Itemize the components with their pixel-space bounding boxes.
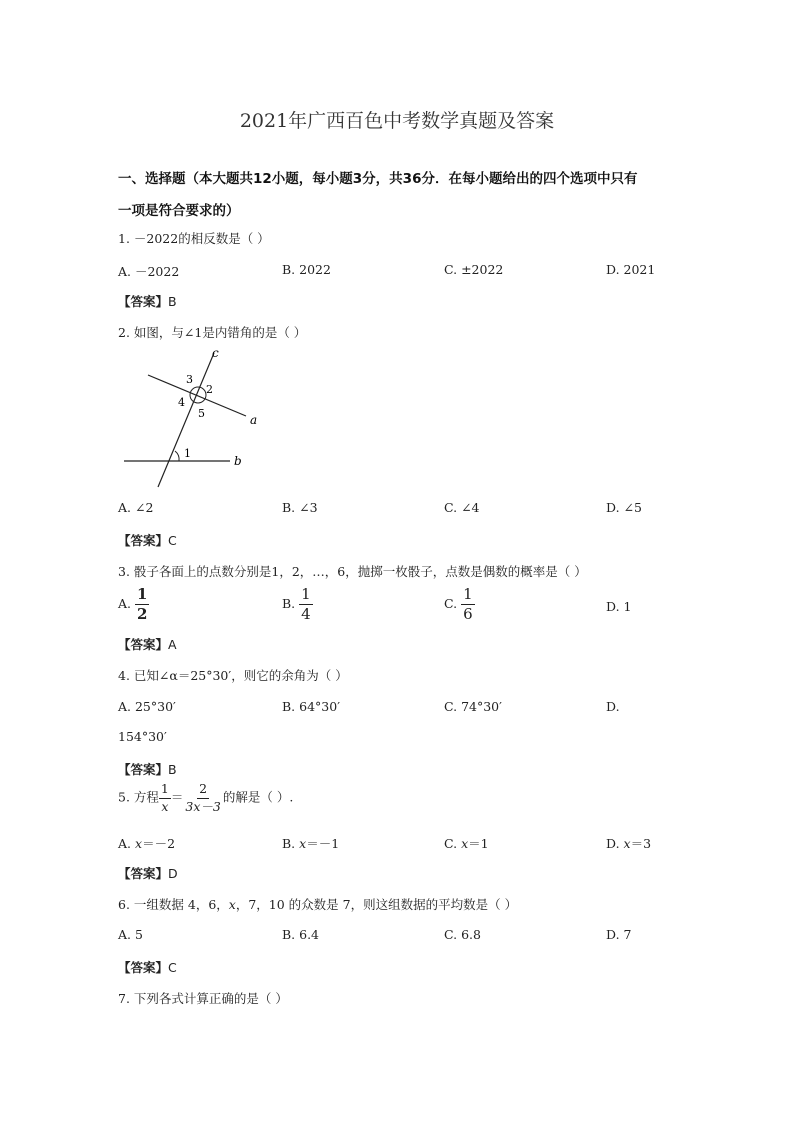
answer-label: 【答案】 [118, 762, 169, 777]
fraction-lhs [159, 783, 171, 813]
question-1-option-b: B. 2022 [282, 262, 331, 277]
numerator: 2 [197, 783, 209, 799]
question-2-option-a: A. ∠2 [118, 500, 154, 515]
variable: x [623, 836, 631, 851]
answer-label: 【答案】 [118, 866, 169, 881]
stem-tail: 的解是（ ）. [222, 789, 294, 805]
page-title: 2021年广西百色中考数学真题及答案 [239, 110, 555, 132]
option-label: C. [444, 596, 458, 611]
denominator: 2 [137, 605, 148, 623]
line-a [148, 375, 246, 416]
question-4-option-d-value: 154°30′ [118, 729, 167, 744]
question-3-option-a [118, 587, 149, 622]
question-5-stem [118, 783, 293, 813]
denominator: 3x－3 [185, 798, 221, 814]
option-label: B. [282, 596, 296, 611]
question-1-option-c: C. ±2022 [444, 262, 504, 277]
option-label: A. [118, 836, 132, 851]
section-heading-line1: 一、选择题（本大题共12小题，每小题3分，共36分．在每小题给出的四个选项中只有 [118, 171, 638, 187]
stem-part: 6. 一组数据 4，6， [118, 897, 229, 912]
question-7-stem: 7. 下列各式计算正确的是（ ） [118, 991, 288, 1006]
question-4-option-b: B. 64°30′ [282, 699, 341, 714]
fraction [135, 587, 149, 622]
label-a: a [250, 413, 258, 427]
question-4-option-d: D. [606, 699, 620, 714]
answer-value: B [168, 762, 177, 777]
question-5-option-c [444, 834, 489, 852]
section-heading-line2: 一项是符合要求的） [118, 203, 240, 219]
question-6-option-b: B. 6.4 [282, 927, 320, 942]
question-1-stem: 1. －2022的相反数是（ ） [118, 231, 270, 246]
fraction [461, 587, 475, 622]
variable: x [461, 836, 469, 851]
numerator: 1 [159, 783, 171, 799]
question-5-option-b [282, 834, 339, 852]
denominator: x [161, 798, 169, 814]
question-1-answer [118, 292, 177, 310]
label-c: c [212, 346, 219, 360]
option-value: ＝3 [630, 836, 652, 851]
numerator: 1 [301, 585, 311, 603]
question-2-option-b: B. ∠3 [282, 500, 318, 515]
question-3-answer [118, 635, 177, 653]
question-6-stem [118, 895, 517, 913]
option-value: ＝1 [468, 836, 489, 851]
answer-label: 【答案】 [118, 533, 169, 548]
answer-value: C [168, 533, 177, 548]
option-value: ＝－2 [142, 836, 176, 851]
stem-part: ，7，10 的众数是 7，则这组数据的平均数是（ ） [235, 897, 518, 912]
variable: x [228, 897, 236, 912]
question-6-answer [118, 958, 177, 976]
question-1-option-a: A. －2022 [118, 264, 180, 279]
variable: x [135, 836, 143, 851]
question-2-option-d: D. ∠5 [606, 500, 642, 515]
fraction-rhs [183, 783, 222, 813]
angle-1-arc [175, 451, 179, 461]
question-4-stem: 4. 已知∠α＝25°30′，则它的余角为（ ） [118, 668, 348, 683]
answer-label: 【答案】 [118, 637, 169, 652]
question-1-option-d: D. 2021 [606, 262, 656, 277]
label-angle-5: 5 [198, 407, 205, 420]
question-5-answer [118, 864, 178, 882]
variable: x [299, 836, 307, 851]
fraction [299, 587, 313, 622]
stem-label: 5. 方程 [118, 789, 159, 805]
question-4-option-c: C. 74°30′ [444, 699, 502, 714]
question-5-option-d [606, 834, 651, 852]
question-5-option-a [118, 834, 175, 852]
answer-value: B [168, 294, 177, 309]
label-angle-2: 2 [206, 383, 213, 396]
question-2-answer [118, 531, 177, 549]
question-3-stem: 3. 骰子各面上的点数分别是1，2，…，6，抛掷一枚骰子，点数是偶数的概率是（ ） [118, 564, 587, 579]
question-6-option-a: A. 5 [118, 927, 143, 942]
question-6-option-d: D. 7 [606, 927, 632, 942]
denominator: 4 [301, 605, 311, 623]
question-3-option-b [282, 587, 313, 622]
option-value: ＝－1 [306, 836, 340, 851]
question-3-option-d: D. 1 [606, 599, 632, 614]
option-label: B. [282, 836, 296, 851]
label-angle-1: 1 [184, 447, 191, 460]
answer-value: C [168, 960, 177, 975]
numerator: 1 [137, 585, 148, 603]
question-4-answer [118, 760, 177, 778]
label-b: b [234, 454, 242, 468]
option-label: C. [444, 836, 458, 851]
answer-value: D [168, 866, 178, 881]
answer-value: A [168, 637, 177, 652]
label-angle-4: 4 [178, 396, 185, 409]
label-angle-3: 3 [186, 373, 193, 386]
denominator: 6 [463, 605, 473, 623]
numerator: 1 [463, 585, 473, 603]
option-label: D. [606, 836, 620, 851]
question-3-option-c [444, 587, 475, 622]
option-label: A. [118, 596, 132, 611]
question-6-option-c: C. 6.8 [444, 927, 481, 942]
question-2-figure [118, 345, 268, 490]
angle-mark-circle [190, 387, 206, 403]
equals-sign: ＝ [170, 789, 184, 805]
question-2-stem: 2. 如图，与∠1是内错角的是（ ） [118, 325, 307, 340]
answer-label: 【答案】 [118, 294, 169, 309]
question-2-option-c: C. ∠4 [444, 500, 480, 515]
answer-label: 【答案】 [118, 960, 169, 975]
question-4-option-a: A. 25°30′ [118, 699, 176, 714]
